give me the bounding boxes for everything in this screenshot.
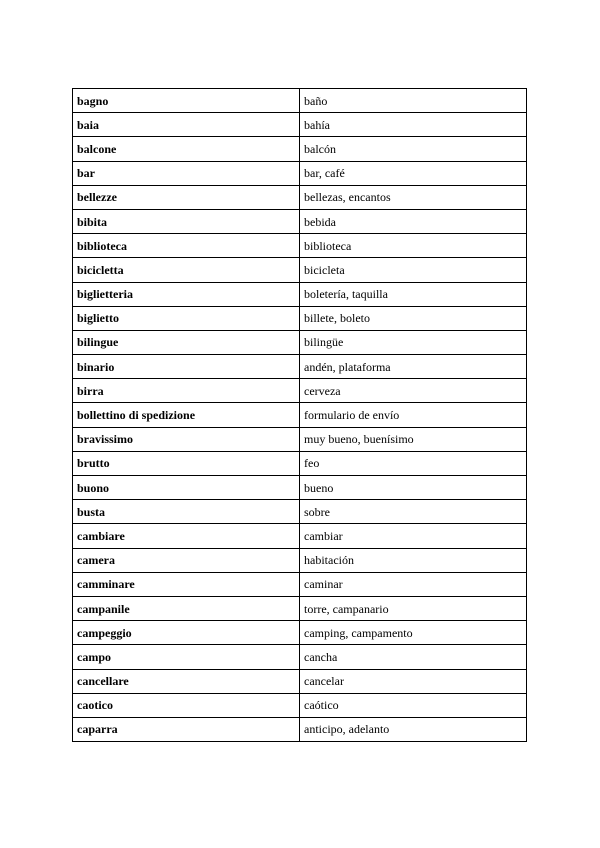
table-row (73, 306, 527, 330)
table-row (73, 548, 527, 572)
italian-term-cell: camminare (73, 572, 300, 596)
spanish-translation-cell: bahía (300, 113, 527, 137)
table-row (73, 693, 527, 717)
spanish-translation-cell: feo (300, 451, 527, 475)
table-row (73, 451, 527, 475)
spanish-translation-cell: cancha (300, 645, 527, 669)
italian-term-cell: birra (73, 379, 300, 403)
table-row (73, 669, 527, 693)
italian-term-cell: biglietteria (73, 282, 300, 306)
spanish-translation-cell: bar, café (300, 161, 527, 185)
italian-term-cell: caparra (73, 717, 300, 741)
table-row (73, 596, 527, 620)
table-row (73, 258, 527, 282)
spanish-translation-cell: bilingüe (300, 330, 527, 354)
italian-term-cell: bravissimo (73, 427, 300, 451)
italian-term-cell: busta (73, 500, 300, 524)
italian-term-cell: campo (73, 645, 300, 669)
spanish-translation-cell: cancelar (300, 669, 527, 693)
italian-term-cell: buono (73, 476, 300, 500)
spanish-translation-cell: formulario de envío (300, 403, 527, 427)
table-row (73, 500, 527, 524)
table-row (73, 645, 527, 669)
table-row (73, 161, 527, 185)
spanish-translation-cell: boletería, taquilla (300, 282, 527, 306)
table-row (73, 330, 527, 354)
table-row (73, 137, 527, 161)
vocabulary-table (72, 88, 527, 742)
italian-term-cell: camera (73, 548, 300, 572)
table-row (73, 379, 527, 403)
table-row (73, 234, 527, 258)
spanish-translation-cell: billete, boleto (300, 306, 527, 330)
italian-term-cell: biglietto (73, 306, 300, 330)
spanish-translation-cell: bebida (300, 209, 527, 233)
table-row (73, 717, 527, 741)
italian-term-cell: cambiare (73, 524, 300, 548)
table-row (73, 89, 527, 113)
vocabulary-table-body (73, 89, 527, 742)
italian-term-cell: caotico (73, 693, 300, 717)
italian-term-cell: bellezze (73, 185, 300, 209)
spanish-translation-cell: habitación (300, 548, 527, 572)
spanish-translation-cell: torre, campanario (300, 596, 527, 620)
spanish-translation-cell: baño (300, 89, 527, 113)
italian-term-cell: bollettino di spedizione (73, 403, 300, 427)
table-row (73, 209, 527, 233)
italian-term-cell: balcone (73, 137, 300, 161)
italian-term-cell: bicicletta (73, 258, 300, 282)
italian-term-cell: bibita (73, 209, 300, 233)
table-row (73, 524, 527, 548)
italian-term-cell: baia (73, 113, 300, 137)
table-row (73, 113, 527, 137)
spanish-translation-cell: bicicleta (300, 258, 527, 282)
spanish-translation-cell: caótico (300, 693, 527, 717)
spanish-translation-cell: cerveza (300, 379, 527, 403)
spanish-translation-cell: muy bueno, buenísimo (300, 427, 527, 451)
spanish-translation-cell: biblioteca (300, 234, 527, 258)
spanish-translation-cell: bueno (300, 476, 527, 500)
table-row (73, 403, 527, 427)
spanish-translation-cell: caminar (300, 572, 527, 596)
spanish-translation-cell: sobre (300, 500, 527, 524)
italian-term-cell: binario (73, 355, 300, 379)
table-row (73, 621, 527, 645)
table-row (73, 282, 527, 306)
italian-term-cell: campanile (73, 596, 300, 620)
italian-term-cell: cancellare (73, 669, 300, 693)
italian-term-cell: bagno (73, 89, 300, 113)
spanish-translation-cell: andén, plataforma (300, 355, 527, 379)
spanish-translation-cell: camping, campamento (300, 621, 527, 645)
table-row (73, 476, 527, 500)
italian-term-cell: brutto (73, 451, 300, 475)
italian-term-cell: biblioteca (73, 234, 300, 258)
spanish-translation-cell: anticipo, adelanto (300, 717, 527, 741)
italian-term-cell: campeggio (73, 621, 300, 645)
table-row (73, 185, 527, 209)
spanish-translation-cell: balcón (300, 137, 527, 161)
table-row (73, 572, 527, 596)
table-row (73, 355, 527, 379)
table-row (73, 427, 527, 451)
italian-term-cell: bar (73, 161, 300, 185)
spanish-translation-cell: bellezas, encantos (300, 185, 527, 209)
spanish-translation-cell: cambiar (300, 524, 527, 548)
italian-term-cell: bilingue (73, 330, 300, 354)
